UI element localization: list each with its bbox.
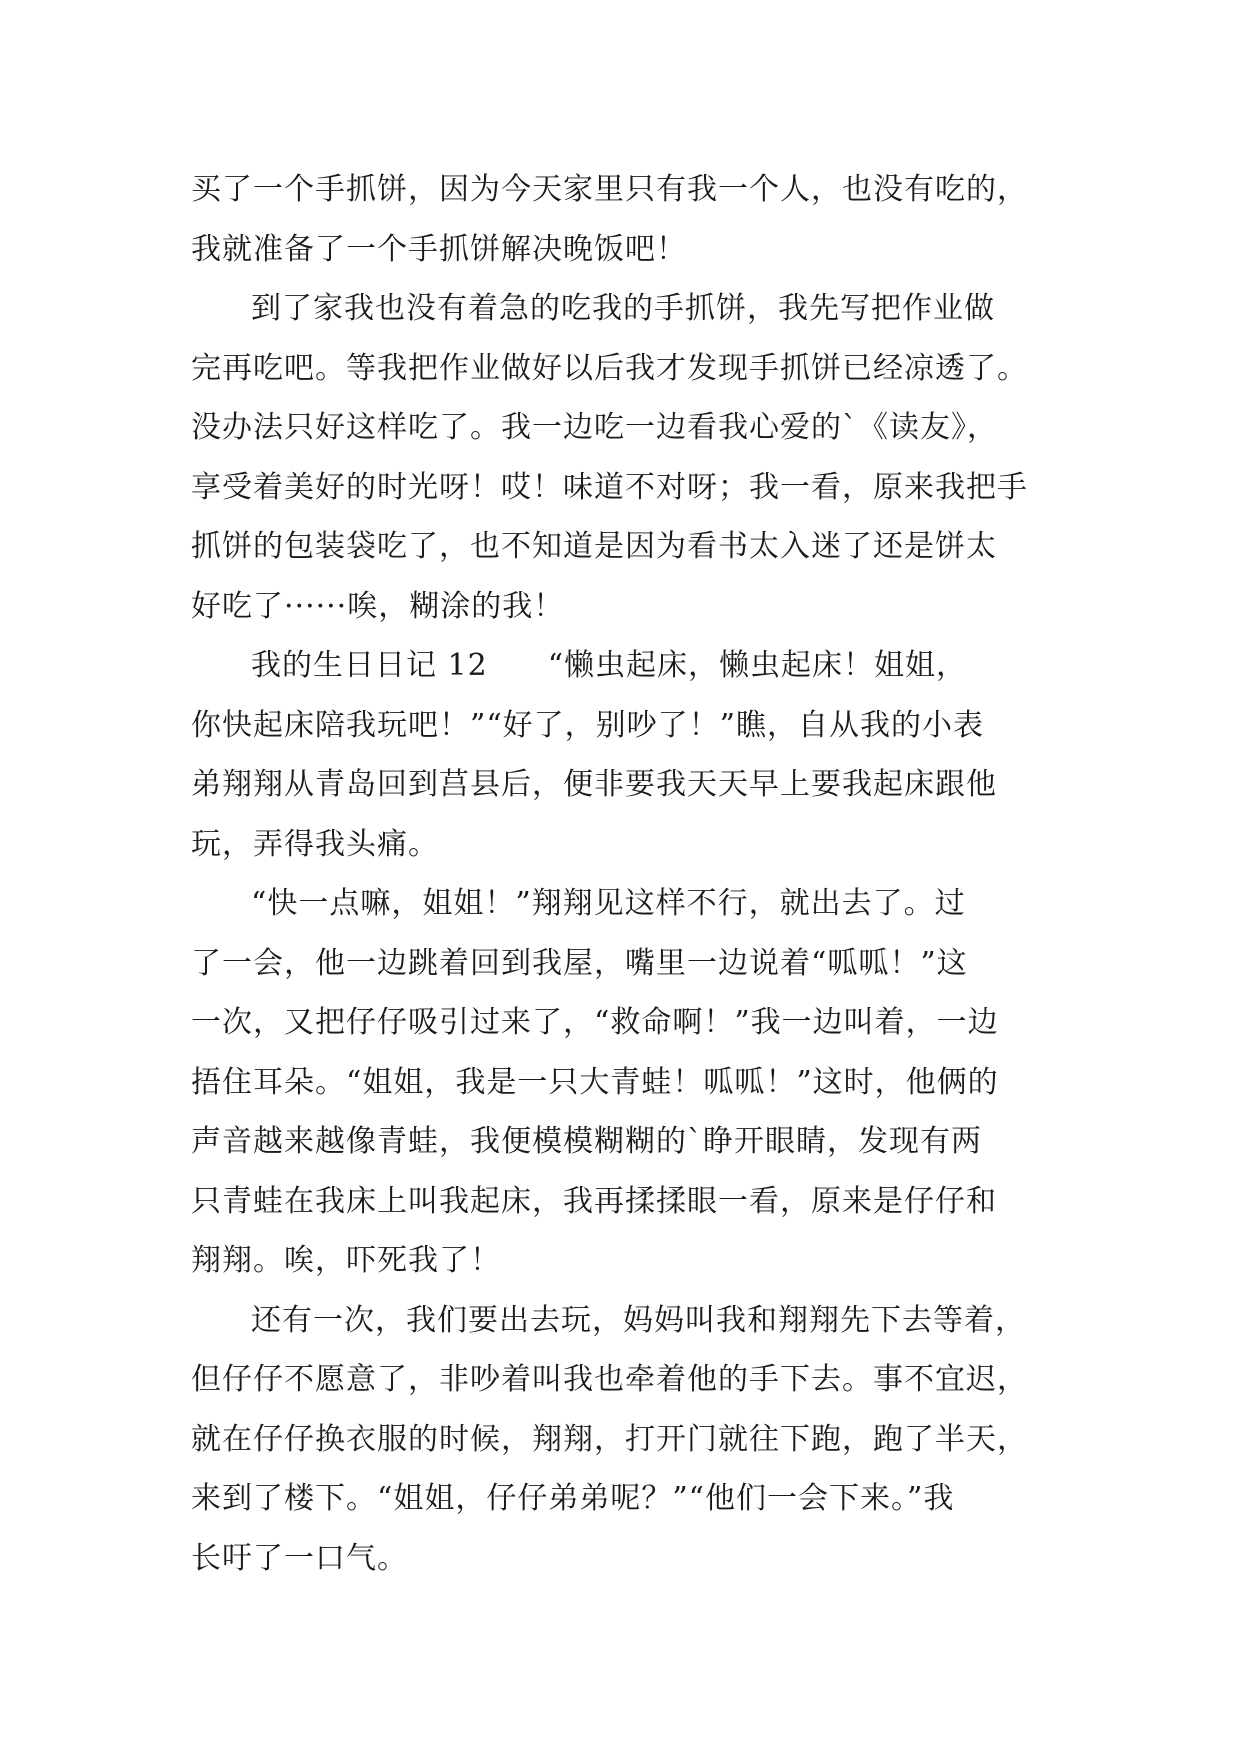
text-line: 只青蛙在我床上叫我起床，我再揉揉眼一看，原来是仔仔和 [191, 1183, 997, 1219]
text-line: 长吁了一口气。 [191, 1540, 408, 1576]
text-line: 了一会，他一边跳着回到我屋，嘴里一边说着“呱呱！”这 [191, 945, 968, 981]
text-line: 弟翔翔从青岛回到莒县后，便非要我天天早上要我起床跟他 [191, 767, 997, 802]
text-line: 你快起床陪我玩吧！”“好了，别吵了！”瞧，自从我的小表 [191, 707, 985, 743]
text-line: 捂住耳朵。“姐姐，我是一只大青蛙！呱呱！”这时，他俩的 [191, 1064, 999, 1100]
section-heading: 我的生日日记 12 [251, 648, 488, 683]
text-line: 抓饼的包装袋吃了，也不知道是因为看书太入迷了还是饼太 [191, 529, 997, 564]
text-line: 我就准备了一个手抓饼解决晚饭吧！ [191, 231, 687, 267]
text-line: 一次，又把仔仔吸引过来了，“救命啊！”我一边叫着，一边 [191, 1005, 999, 1040]
text-line: “快一点嘛，姐姐！”翔翔见这样不行，就出去了。过 [251, 886, 966, 921]
text-line: 但仔仔不愿意了，非吵着叫我也牵着他的手下去。事不宜迟， [191, 1362, 1028, 1397]
text-line: 没办法只好这样吃了。我一边吃一边看我心爱的`《读友》， [191, 410, 998, 445]
text-line: 就在仔仔换衣服的时候，翔翔，打开门就往下跑，跑了半天， [191, 1421, 1028, 1457]
text-line: 到了家我也没有着急的吃我的手抓饼，我先写把作业做 [251, 291, 995, 326]
text-line-with-heading [191, 636, 1051, 696]
text-line: 好吃了······唉，糊涂的我！ [191, 588, 565, 624]
text-line: 完再吃吧。等我把作业做好以后我才发现手抓饼已经凉透了。 [191, 350, 1028, 386]
text-line: 翔翔。唉，吓死我了！ [191, 1243, 501, 1278]
text-line: 声音越来越像青蛙，我便模模糊糊的`睁开眼睛，发现有两 [191, 1124, 982, 1159]
body-text [191, 160, 1051, 1588]
text-line: 还有一次，我们要出去玩，妈妈叫我和翔翔先下去等着， [251, 1302, 1026, 1338]
text-line: 享受着美好的时光呀！哎！味道不对呀；我一看，原来我把手 [191, 469, 1028, 505]
text-line: 来到了楼下。“姐姐，仔仔弟弟呢？”“他们一会下来。”我 [191, 1481, 955, 1516]
text-line: 买了一个手抓饼，因为今天家里只有我一个人，也没有吃的， [191, 172, 1028, 207]
text-line: “懒虫起床，懒虫起床！姐姐， [547, 648, 968, 683]
text-line: 玩，弄得我头痛。 [191, 826, 439, 862]
